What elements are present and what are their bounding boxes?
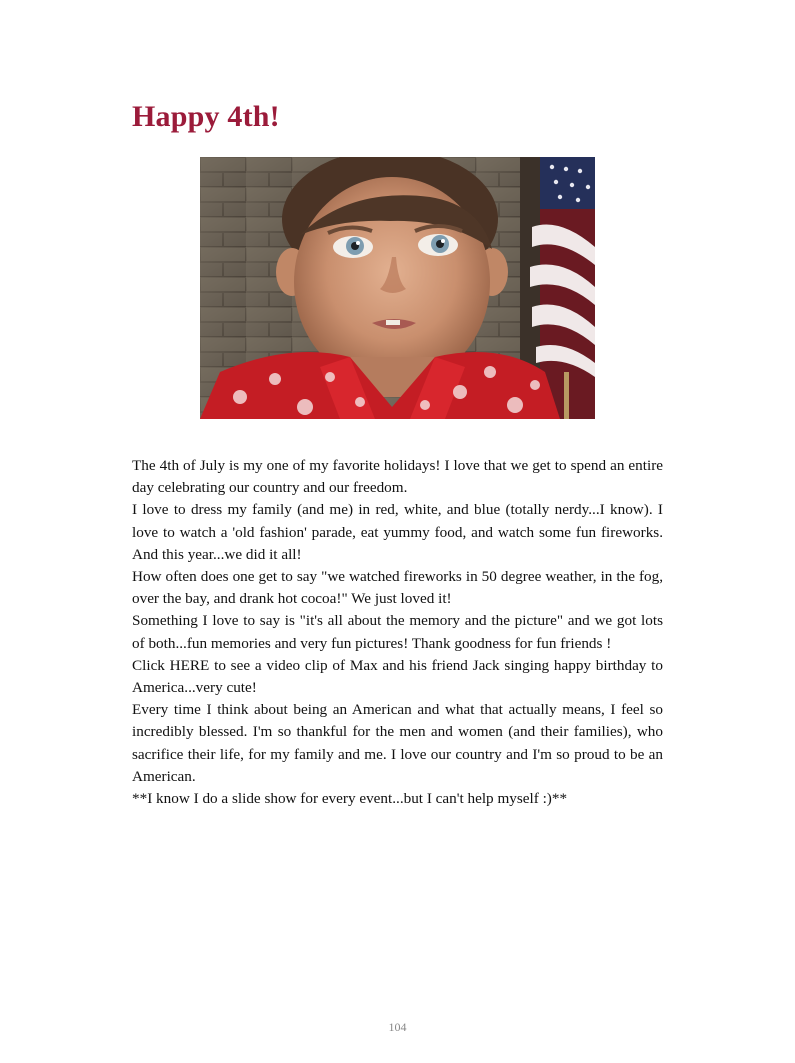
paragraph-fireworks: How often does one get to say "we watched fireworks in 50 degree weather, in the fog, over the bay, and drank hot cocoa!" We just loved it! <box>132 568 663 608</box>
paragraph-dress: I love to dress my family (and me) in red, white, and blue (totally nerdy...I know). I love to watch a 'old fashion' parade, eat yummy food, and watch some fun fireworks. And this year...we did it all! <box>132 501 663 563</box>
paragraph-slideshow: **I know I do a slide show for every event...but I can't help myself :)** <box>132 790 568 808</box>
boy-with-flag-photo <box>200 157 595 419</box>
paragraph-memory: Something I love to say is "it's all about the memory and the picture" and we got lots of both...fun memories and very fun pictures! Thank goodness for fun friends ! <box>132 612 663 652</box>
paragraph-video-link: Click HERE to see a video clip of Max and his friend Jack singing happy birthday to America...very cute! <box>132 656 663 697</box>
paragraph-intro: The 4th of July is my one of my favorite holidays! I love that we get to spend an entire day celebrating our country and our freedom. <box>132 457 663 497</box>
page-number: 104 <box>388 1020 407 1034</box>
body-text <box>132 455 663 810</box>
page-title: Happy 4th! <box>132 100 280 133</box>
paragraph-american: Every time I think about being an American and what that actually means, I feel so incredibly blessed. I'm so thankful for the men and women (and their families), who sacrifice their life, for my family and me. I love our country and I'm so proud to be an American. <box>132 701 663 785</box>
